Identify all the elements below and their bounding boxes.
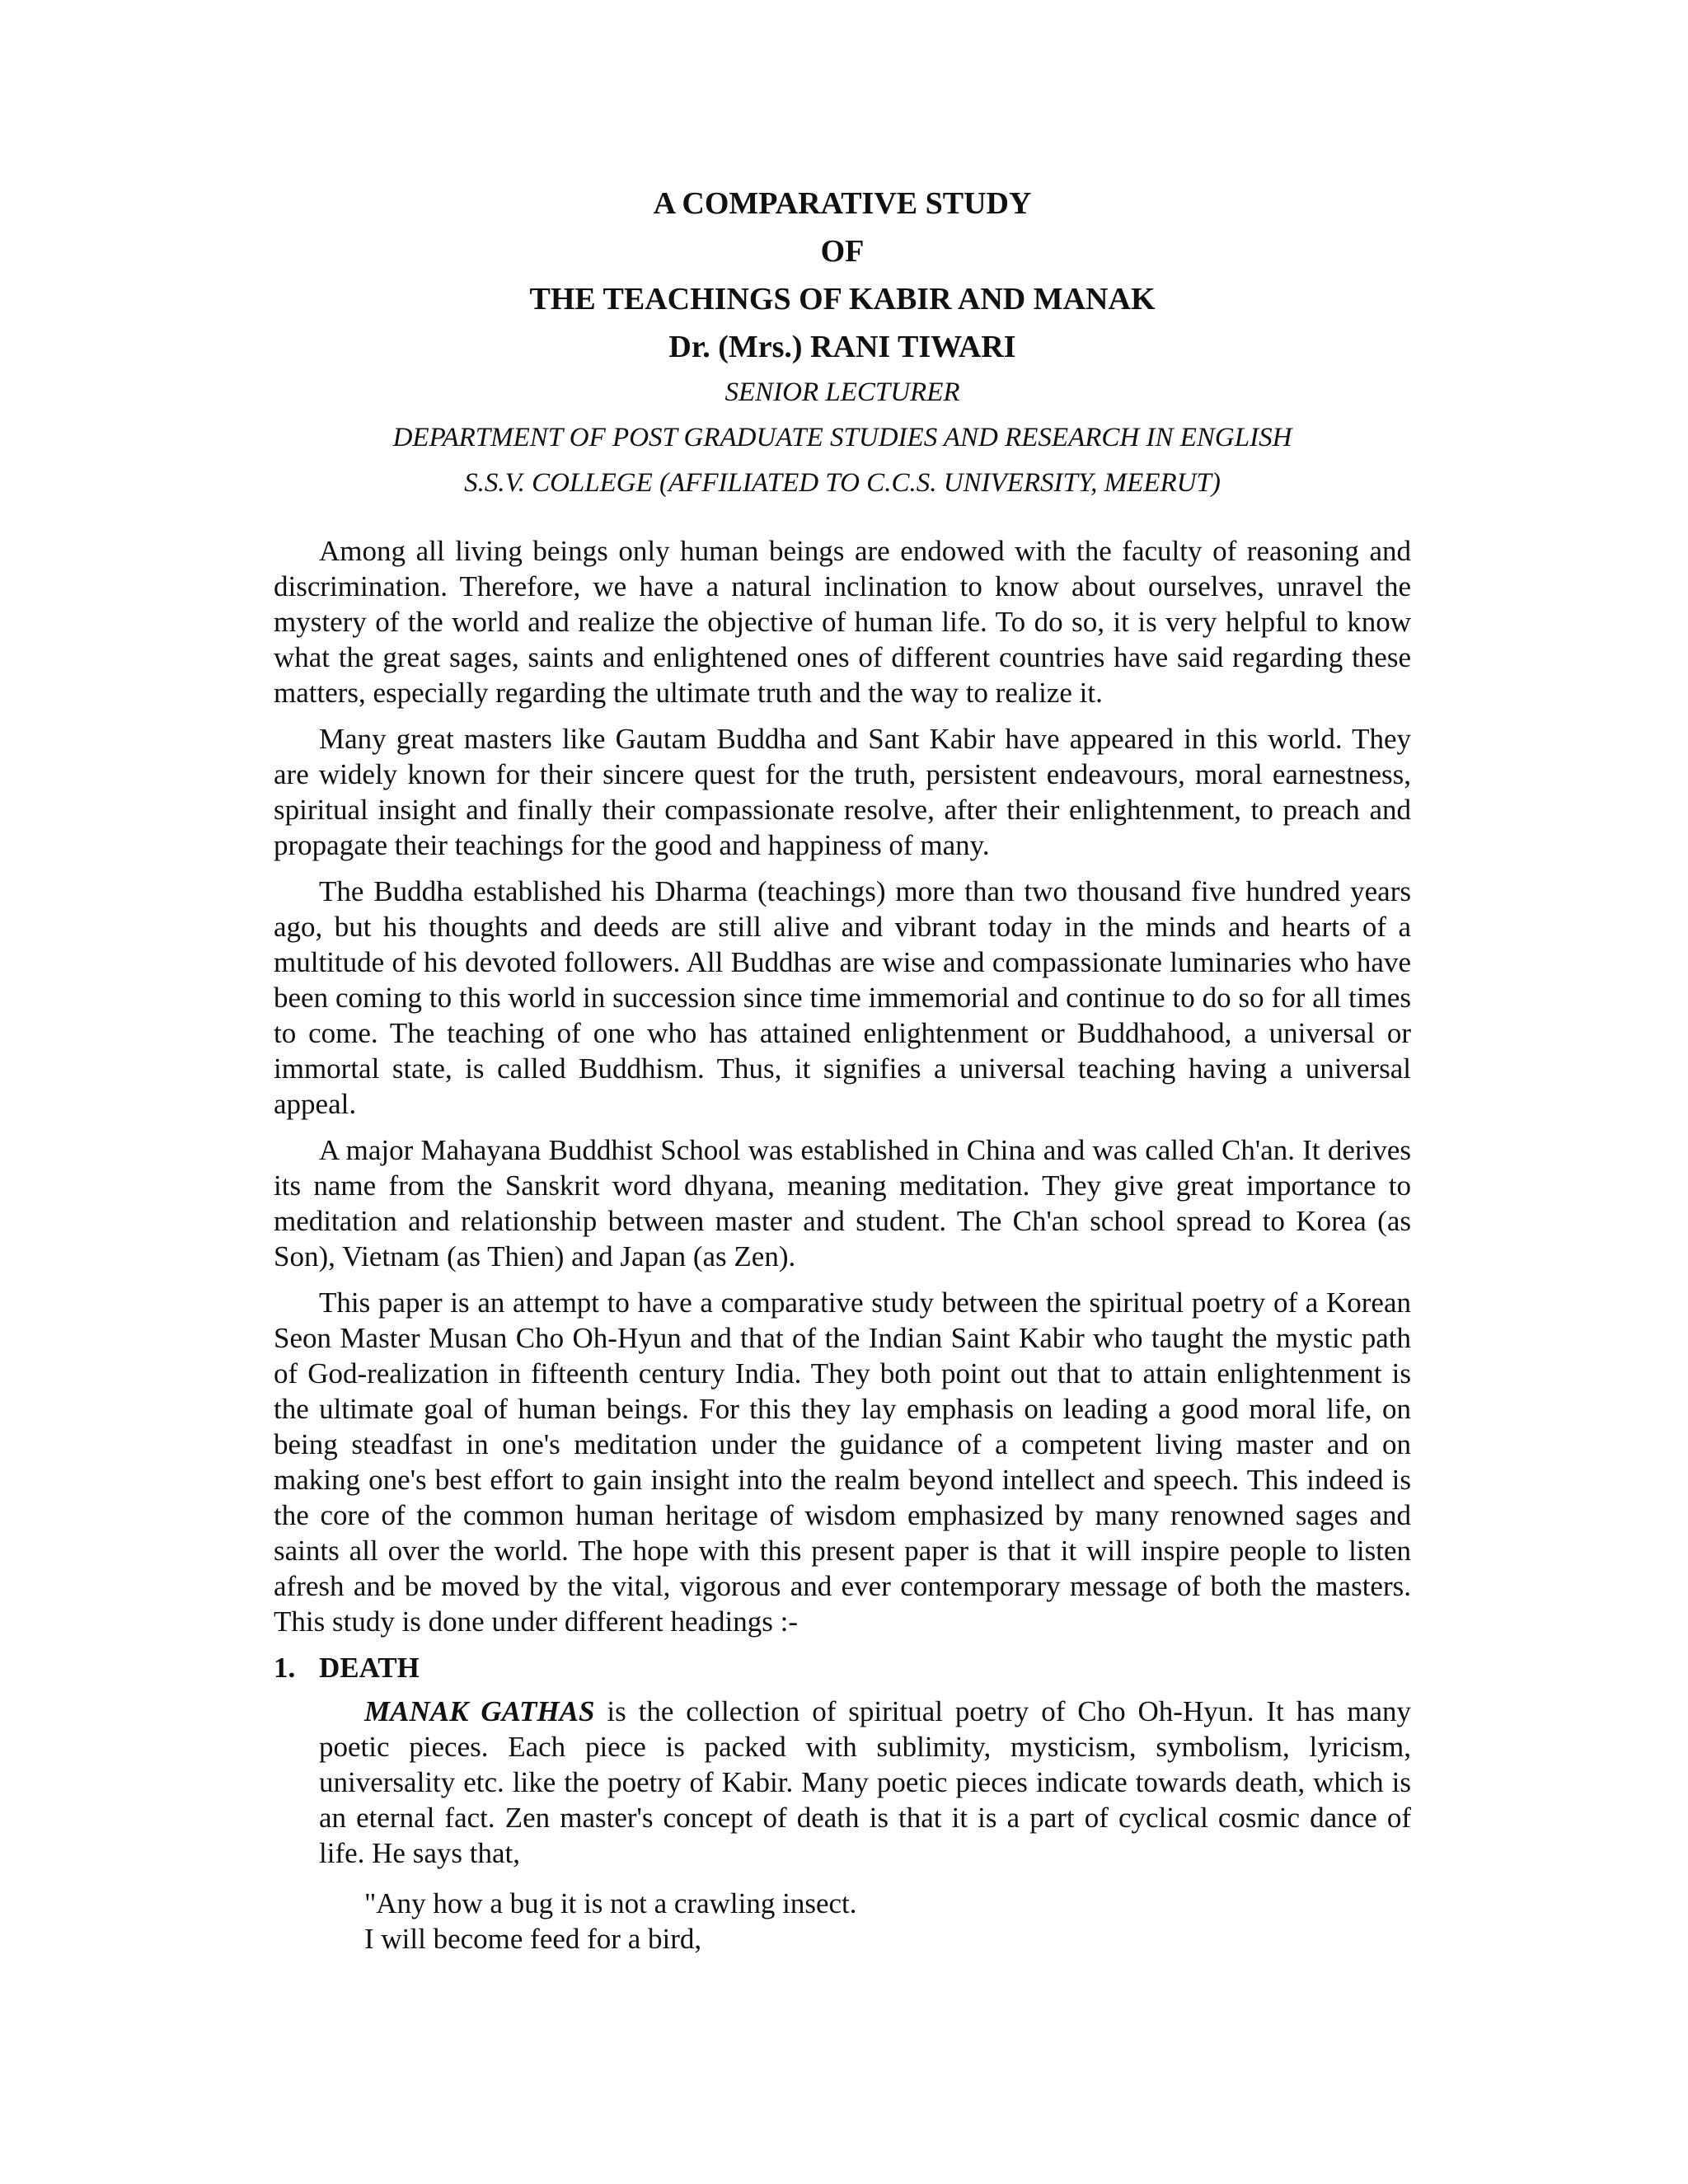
title-line-2: OF (820, 234, 865, 269)
paragraph-5: This paper is an attempt to have a comparative study between the spiritual poetry of a Korean Seon Master Musan Cho Oh-Hyun and that of the Indian Saint Kabir who taught the mystic path of God-realization in fifteenth century India. They both point out that to attain enlightenment is the ultimate goal of human beings. For this they lay emphasis on leading a good moral life, on being steadfast in one's meditation under the guidance of a competent living master and on making one's best effort to gain insight into the realm beyond intellect and speech. This indeed is the core of the common human heritage of wisdom emphasized by many renowned sages and saints all over the world. The hope with this present paper is that it will inspire people to listen afresh and be moved by the vital, vigorous and ever contemporary message of both the masters. This study is done under different headings :- (274, 1286, 1411, 1638)
paragraph-2: Many great masters like Gautam Buddha and Sant Kabir have appeared in this world. They are widely known for their sincere quest for the truth, persistent endeavours, moral earnestness, spiritual insight and finally their compassionate resolve, after their enlightenment, to preach and propagate their teachings for the good and happiness of many. (274, 723, 1411, 861)
paragraph-1: Among all living beings only human beings are endowed with the faculty of reasoning and discrimination. Therefore, we have a natural inclination to know about ourselves, unravel the mystery of the world and realize the objective of human life. To do so, it is very helpful to know what the great sages, saints and enlightened ones of different countries have said regarding these matters, especially regarding the ultimate truth and the way to realize it. (274, 535, 1411, 709)
book-title-emphasis: MANAK GATHAS (364, 1695, 595, 1727)
verse-line-1: "Any how a bug it is not a crawling insect. (364, 1887, 857, 1919)
verse-quote (364, 1886, 1411, 1957)
section-heading-death (274, 1650, 1411, 1685)
body-text (274, 533, 1411, 1957)
author-department: DEPARTMENT OF POST GRADUATE STUDIES AND RESEARCH IN ENGLISH (392, 423, 1292, 452)
section-title: DEATH (319, 1652, 420, 1684)
section-1-text: is the collection of spiritual poetry of Cho Oh-Hyun. It has many poetic pieces. Each piece is packed with sublimity, mysticism, symbolism, lyricism, universality etc. like the poetry of Kabir. Many poetic pieces indicate towards death, which is an eternal fact. Zen master's concept of death is that it is a part of cyclical cosmic dance of life. He says that, (319, 1695, 1411, 1869)
section-1-paragraph (319, 1694, 1411, 1871)
section-number: 1. (274, 1652, 296, 1684)
verse-line-2: I will become feed for a bird, (364, 1923, 702, 1955)
title-line-1: A COMPARATIVE STUDY (653, 186, 1032, 221)
author-college: S.S.V. COLLEGE (AFFILIATED TO C.C.S. UNIVERSITY, MEERUT) (464, 468, 1221, 498)
paragraph-4: A major Mahayana Buddhist School was established in China and was called Ch'an. It derives its name from the Sanskrit word dhyana, meaning meditation. They give great importance to meditation and relationship between master and student. The Ch'an school spread to Korea (as Son), Vietnam (as Thien) and Japan (as Zen). (274, 1134, 1411, 1272)
author-name: Dr. (Mrs.) RANI TIWARI (668, 330, 1016, 364)
document-page (274, 181, 1411, 1957)
author-role: SENIOR LECTURER (724, 377, 960, 407)
title-line-3: THE TEACHINGS OF KABIR AND MANAK (529, 282, 1156, 316)
paragraph-3: The Buddha established his Dharma (teachings) more than two thousand five hundred years ago, but his thoughts and deeds are still alive and vibrant today in the minds and hearts of a multitude of his devoted followers. All Buddhas are wise and compassionate luminaries who have been coming to this world in succession since time immemorial and continue to do so for all times to come. The teaching of one who has attained enlightenment or Buddhahood, a universal or immortal state, is called Buddhism. Thus, it signifies a universal teaching having a universal appeal. (274, 875, 1411, 1120)
